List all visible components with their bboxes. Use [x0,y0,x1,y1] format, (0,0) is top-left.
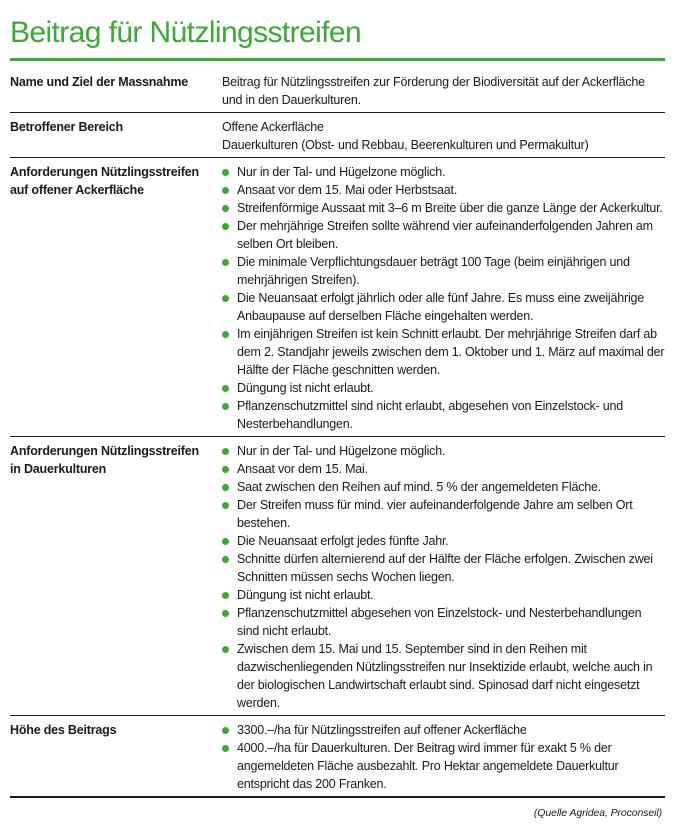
bullet-text: 3300.–/ha für Nützlingsstreifen auf offener Ackerfläche [237,723,527,737]
page-title: Beitrag für Nützlingsstreifen [10,16,362,49]
row-content [222,118,665,154]
row-label: Höhe des Beitrags [10,723,117,737]
bullet-icon [222,223,229,230]
list-item [222,532,665,550]
bullet-text: Düngung ist nicht erlaubt. [237,588,374,602]
bullet-text: Im einjährigen Streifen ist kein Schnitt erlaubt. Der mehrjährige Streifen darf ab dem 2. Standjahr jeweils zwischen dem 1. Oktober und 1. März auf maximal der Hälfte der Fläche geschnitten werden. [237,327,665,377]
bullet-text: Düngung ist nicht erlaubt. [237,381,374,395]
bullet-icon [222,727,229,734]
row-content [222,73,665,109]
bullet-icon [222,556,229,563]
bullet-icon [222,646,229,653]
list-item [222,325,665,379]
source-note: (Quelle Agridea, Proconseil) [533,807,662,819]
bullet-icon [222,610,229,617]
row-label: Name und Ziel der Massnahme [10,75,188,89]
list-item [222,163,665,181]
bullet-text: Der mehrjährige Streifen sollte während vier aufeinanderfolgenden Jahren am selben Ort bleiben. [237,219,653,251]
bullet-text: Zwischen dem 15. Mai und 15. September sind in den Reihen mit dazwischenliegenden Nützlingsstreifen nur Insektizide erlaubt, welche auch in der biologischen Landwirtschaft erlaubt sind. Spinosad darf nicht eingesetzt werden. [237,642,653,710]
bullet-text: Nur in der Tal- und Hügelzone möglich. [237,444,446,458]
list-item [222,217,665,253]
bullet-text: Die minimale Verpflichtungsdauer beträgt 100 Tage (beim einjährigen und mehrjährigen Streifen). [237,255,630,287]
list-item [222,586,665,604]
list-item [222,253,665,289]
bullet-icon [222,169,229,176]
row-label: Anforderungen Nützlingsstreifen in Dauerkulturen [10,444,199,476]
bullet-icon [222,331,229,338]
bullet-text: Die Neuansaat erfolgt jährlich oder alle fünf Jahre. Es muss eine zweijährige Anbaupause auf derselben Fläche eingehalten werden. [237,291,645,323]
list-item [222,379,665,397]
list-item [222,496,665,532]
bullet-text: Saat zwischen den Reihen auf mind. 5 % der angemeldeten Fläche. [237,480,602,494]
bullet-text: Die Neuansaat erfolgt jedes fünfte Jahr. [237,534,449,548]
row-content [222,721,665,793]
table-row-anforderungen-ackerflaeche [10,157,665,436]
list-item [222,604,665,640]
bullet-icon [222,403,229,410]
list-item [222,640,665,712]
bullet-icon [222,538,229,545]
bullet-icon [222,592,229,599]
list-item [222,442,665,460]
list-item [222,721,665,739]
content-line: Dauerkulturen (Obst- und Rebbau, Beerenkulturen und Permakultur) [222,138,589,152]
list-item [222,460,665,478]
bullet-text: Nur in der Tal- und Hügelzone möglich. [237,165,446,179]
bullet-text: Der Streifen muss für mind. vier aufeinanderfolgende Jahre am selben Ort bestehen. [237,498,633,530]
table-row-name-und-ziel [10,61,665,112]
bullet-icon [222,466,229,473]
bullet-icon [222,745,229,752]
list-item [222,550,665,586]
bullet-text: Pflanzenschutzmittel sind nicht erlaubt, abgesehen von Einzelstock- und Nesterbehandlungen. [237,399,624,431]
table-row-anforderungen-dauerkulturen [10,436,665,715]
content-line: Beitrag für Nützlingsstreifen zur Förderung der Biodiversität auf der Ackerfläche und in den Dauerkulturen. [222,75,645,107]
table-row-betroffener-bereich [10,112,665,157]
list-item [222,478,665,496]
content-line: Offene Ackerfläche [222,120,324,134]
list-item [222,181,665,199]
bullet-text: Streifenförmige Aussaat mit 3–6 m Breite über die ganze Länge der Ackerkultur. [237,201,663,215]
bullet-icon [222,205,229,212]
row-label: Betroffener Bereich [10,120,123,134]
bullet-icon [222,259,229,266]
measure-table [10,61,665,798]
bullet-text: 4000.–/ha für Dauerkulturen. Der Beitrag wird immer für exakt 5 % der angemeldeten Fläche ausbezahlt. Pro Hektar angemeldete Dauerkultur entspricht das 200 Franken. [237,741,619,791]
row-content [222,163,665,433]
list-item [222,199,665,217]
bullet-icon [222,295,229,302]
list-item [222,397,665,433]
bullet-text: Pflanzenschutzmittel abgesehen von Einzelstock- und Nesterbehandlungen sind nicht erlaubt. [237,606,642,638]
bullet-icon [222,502,229,509]
list-item [222,739,665,793]
bullet-icon [222,385,229,392]
row-label: Anforderungen Nützlingsstreifen auf offener Ackerfläche [10,165,199,197]
list-item [222,289,665,325]
bullet-icon [222,187,229,194]
bullet-text: Ansaat vor dem 15. Mai. [237,462,368,476]
bullet-icon [222,484,229,491]
bullet-text: Ansaat vor dem 15. Mai oder Herbstsaat. [237,183,458,197]
table-row-hoehe-des-beitrags [10,715,665,796]
row-content [222,442,665,712]
bullet-icon [222,448,229,455]
bullet-text: Schnitte dürfen alternierend auf der Hälfte der Fläche erfolgen. Zwischen zwei Schnitten müssen sechs Wochen liegen. [237,552,653,584]
